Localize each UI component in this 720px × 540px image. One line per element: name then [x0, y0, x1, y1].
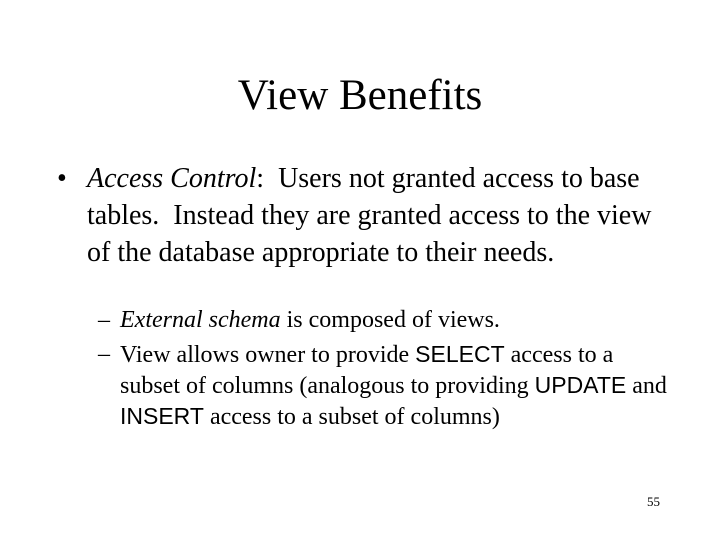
external-schema-text: is composed of views.	[280, 307, 500, 333]
term-colon: :	[256, 163, 265, 194]
slide-title: View Benefits	[237, 72, 483, 119]
sub-bullet-list	[98, 305, 678, 436]
update-keyword: UPDATE	[534, 372, 627, 398]
external-schema-term: External schema	[120, 307, 281, 333]
main-bullet-text	[87, 160, 677, 271]
insert-keyword: INSERT	[120, 403, 204, 429]
sub-item-external-schema	[98, 305, 678, 335]
sub-dash: –	[98, 341, 110, 367]
main-bullet-body: Users not granted access to base tables. Instead they are granted access to the view of the database appropriate to their needs.	[87, 163, 659, 268]
sub-item-view-allows	[98, 339, 678, 432]
bullet-marker: •	[57, 163, 67, 194]
select-keyword: SELECT	[415, 341, 505, 367]
sub-dash: –	[98, 307, 110, 333]
view-allows-text-2: access to a subset of columns (analogous to providing	[120, 342, 614, 399]
page-number: 55	[647, 494, 660, 509]
view-allows-text-4: access to a subset of columns)	[203, 404, 500, 430]
view-allows-text-3: and	[626, 373, 667, 399]
main-bullet	[57, 160, 677, 271]
view-allows-text-1: View allows owner to provide	[120, 342, 416, 368]
access-control-term: Access Control	[87, 163, 257, 194]
